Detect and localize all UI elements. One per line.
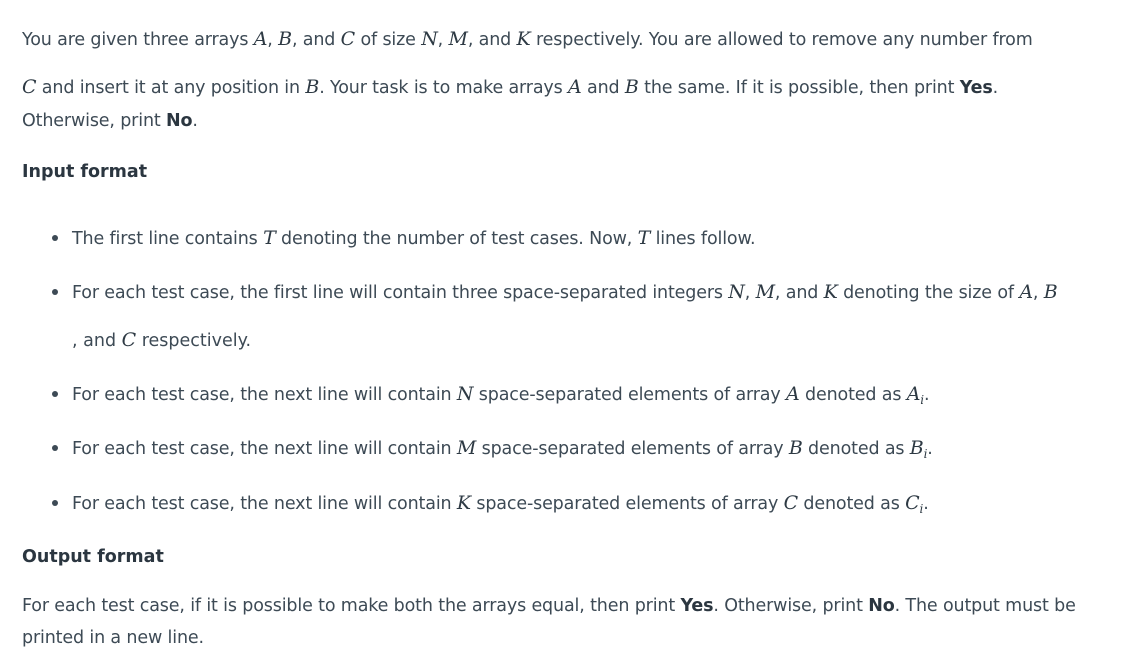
- input-item-1: The first line contains T denoting the number of test cases. Now, T lines follow.: [72, 227, 756, 249]
- bullet-dot: [52, 289, 58, 295]
- intro-line-3: Otherwise, print No.: [22, 111, 198, 131]
- input-format-heading: Input format: [22, 162, 148, 182]
- bullet-dot: [52, 500, 58, 506]
- intro-line-1: You are given three arrays A, B, and C of size N, M, and K respectively. You are allowed to remove any number from: [22, 28, 1033, 50]
- input-item-3: For each test case, the next line will contain N space-separated elements of array A denoted as $A_i$.: [72, 383, 930, 407]
- output-line-1: For each test case, if it is possible to make both the arrays equal, then print Yes. Otherwise, print No. The output must be: [22, 596, 1076, 616]
- input-item-4: For each test case, the next line will contain M space-separated elements of array B denoted as $B_i$.: [72, 437, 933, 461]
- bullet-dot: [52, 391, 58, 397]
- input-item-2: For each test case, the first line will contain three space-separated integers N, M, and K denoting the size of A, B: [72, 281, 1058, 303]
- input-item-5: For each test case, the next line will contain K space-separated elements of array C denoted as $C_i$.: [72, 492, 929, 516]
- output-line-2: printed in a new line.: [22, 628, 204, 648]
- intro-line-2: C and insert it at any position in B. Your task is to make arrays A and B the same. If it is possible, then print Yes.: [22, 76, 999, 98]
- input-item-2-cont: , and C respectively.: [72, 329, 252, 351]
- bullet-dot: [52, 445, 58, 451]
- bullet-dot: [52, 235, 58, 241]
- output-format-heading: Output format: [22, 547, 164, 567]
